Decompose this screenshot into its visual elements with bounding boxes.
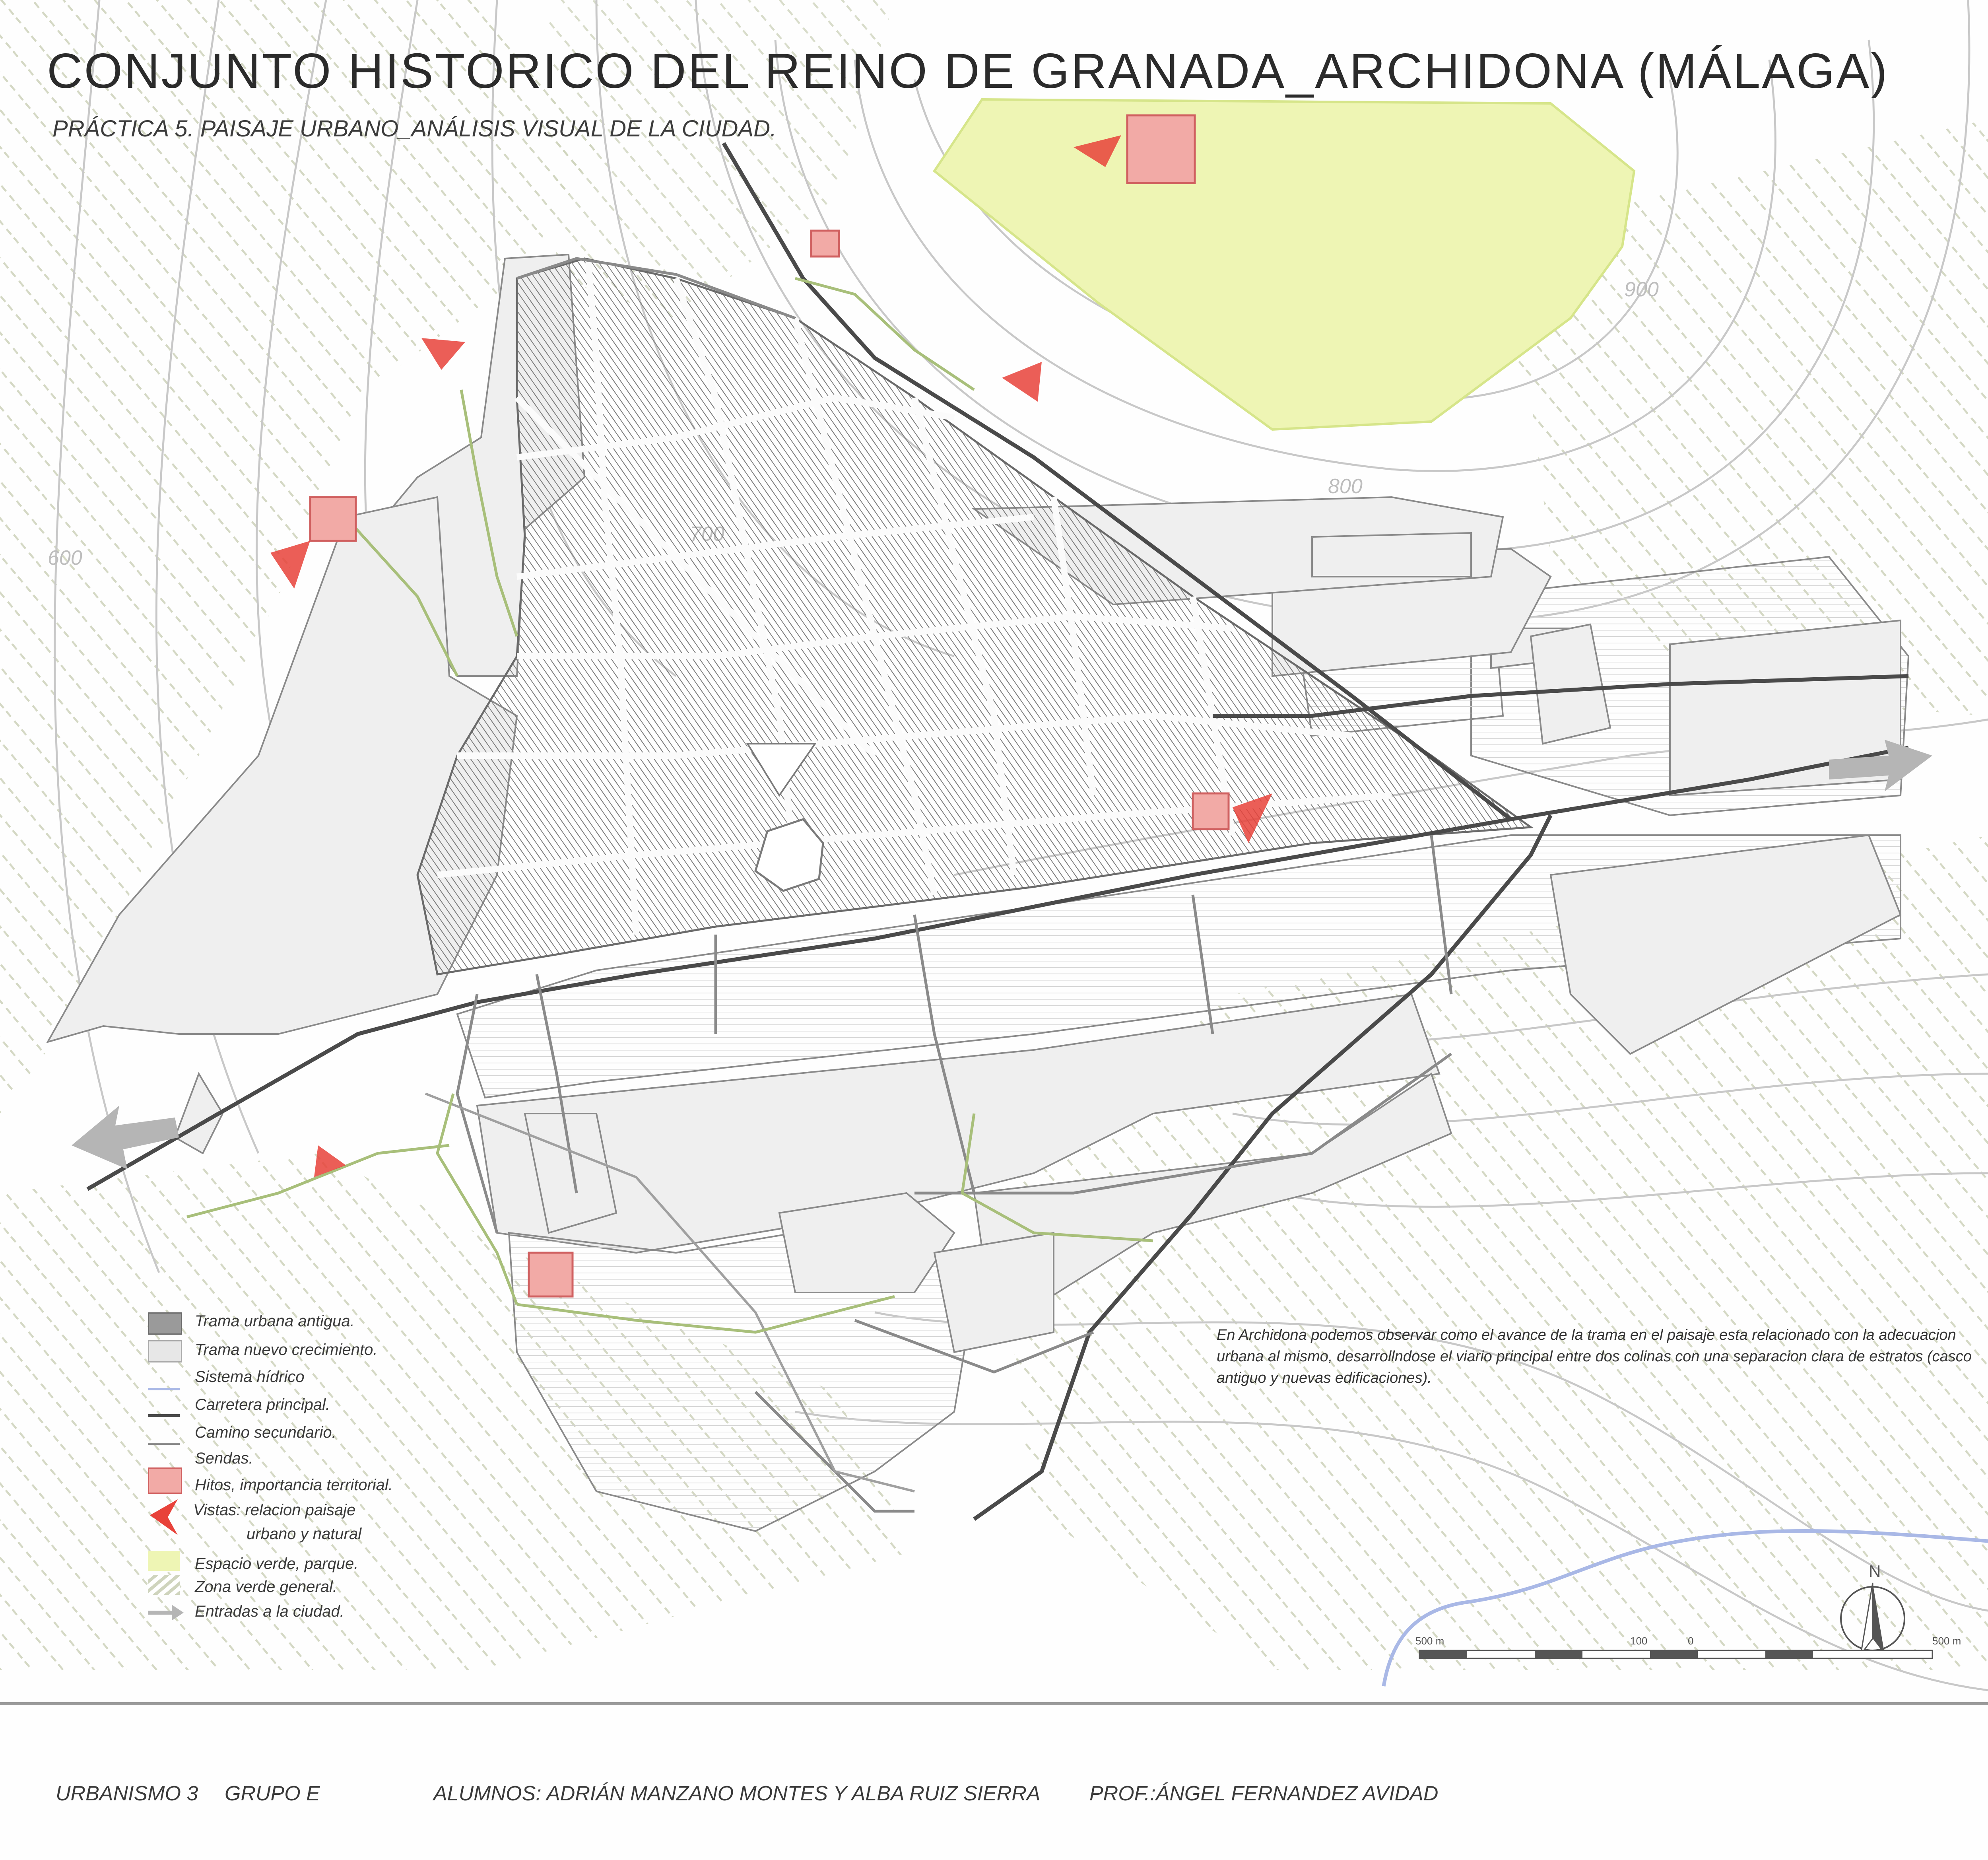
- legend-swatch-landmark: [148, 1467, 182, 1494]
- legend-label-secondary: Camino secundario.: [195, 1424, 336, 1441]
- legend-swatch-old-fabric: [148, 1312, 182, 1335]
- footer-group: GRUPO E: [225, 1782, 320, 1805]
- contour-label-800: 800: [1328, 475, 1363, 498]
- page-subtitle: PRÁCTICA 5. PAISAJE URBANO_ANÁLISIS VISUAL DE LA CIUDAD.: [52, 116, 777, 142]
- north-label: N: [1869, 1562, 1881, 1580]
- footer-course: URBANISMO 3: [56, 1782, 198, 1805]
- legend-label-views: Vistas: relacion paisaje: [193, 1501, 356, 1519]
- legend-label-old-fabric: Trama urbana antigua.: [195, 1312, 355, 1330]
- legend-swatch-green-zone: [148, 1575, 180, 1595]
- legend-label-views-2: urbano y natural: [247, 1525, 362, 1543]
- legend-label-water: Sistema hídrico: [195, 1368, 305, 1386]
- legend-label-green-zone: Zona verde general.: [195, 1578, 338, 1596]
- page-title: CONJUNTO HISTORICO DEL REINO DE GRANADA_ARCHIDONA (MÁLAGA): [47, 44, 1889, 99]
- scale-label-2: 0: [1688, 1635, 1694, 1647]
- scale-label-3: 500 m: [1932, 1635, 1961, 1647]
- map-legend: [0, 0, 477, 1670]
- legend-line-secondary: [148, 1443, 180, 1445]
- legend-label-main-road: Carretera principal.: [195, 1396, 330, 1413]
- legend-label-entries: Entradas a la ciudad.: [195, 1603, 344, 1620]
- legend-label-landmark: Hitos, importancia territorial.: [195, 1476, 393, 1494]
- legend-entry-arrow-icon: [148, 1603, 184, 1623]
- legend-label-paths: Sendas.: [195, 1450, 253, 1467]
- legend-line-water: [148, 1388, 180, 1390]
- footer-professor: PROF.:ÁNGEL FERNANDEZ AVIDAD: [1089, 1782, 1439, 1805]
- legend-label-park: Espacio verde, parque.: [195, 1555, 359, 1572]
- legend-line-main-road: [148, 1414, 180, 1417]
- scale-label-1: 100: [1630, 1635, 1648, 1647]
- legend-view-arrow-icon: [148, 1499, 180, 1535]
- legend-swatch-new-growth: [148, 1340, 182, 1362]
- legend-label-new-growth: Trama nuevo crecimiento.: [195, 1341, 378, 1359]
- contour-label-900: 900: [1624, 278, 1659, 301]
- legend-swatch-park: [148, 1551, 180, 1571]
- description-text: En Archidona podemos observar como el avance de la trama en el paisaje esta relacionado con la adecuacion urbana al mismo, desarrollndose el viario principal entre dos colinas con una separacion clara de estratos (casco antiguo y nuevas edificaciones).: [1217, 1327, 1972, 1386]
- contour-label-600: 600: [48, 546, 82, 569]
- scale-label-0: 500 m: [1415, 1635, 1444, 1647]
- footer-students: ALUMNOS: ADRIÁN MANZANO MONTES Y ALBA RUIZ SIERRA: [433, 1782, 1041, 1805]
- frame-divider-horizontal: [0, 1702, 1988, 1705]
